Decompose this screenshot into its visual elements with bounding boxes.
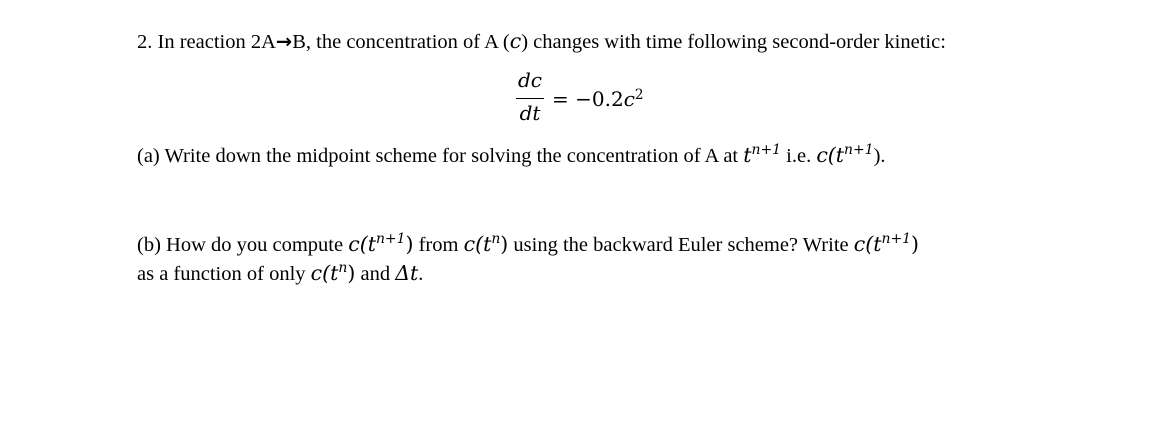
fraction-denominator: dt [519,101,541,125]
part-a-text-2: i.e. [781,145,817,167]
part-b-m3-close: ) [911,232,920,256]
part-b-m2-base: c(t [463,232,492,256]
fraction-numerator: dc [517,68,542,92]
equation-exponent: 2 [634,86,644,103]
part-b-m3-sup: n+1 [881,231,912,248]
part-b-text-1: (b) How do you compute [137,234,349,256]
part-a-question [137,143,886,168]
part-b-m1-sup: n+1 [375,231,406,248]
part-b-question-line-1 [137,232,919,257]
part-b-line2-m1-sup: n [338,260,348,277]
derivative-fraction [514,68,546,128]
problem-number: 2. [137,31,153,53]
part-a-sup-2: n+1 [844,142,874,159]
part-b-line2-text-2: and [355,263,396,285]
part-b-m1-close: ) [405,232,414,256]
part-a-text-1: (a) Write down the midpoint scheme for solving the concentration of A at [137,145,744,167]
intro-text-1: In reaction 2A [157,31,276,53]
intro-text-2: B, the concentration of A ( [292,31,510,53]
reaction-arrow-icon: → [275,30,293,53]
part-b-line2-text-1: as a function of only [137,263,311,285]
rate-equation [514,68,694,128]
part-b-m2-close: ) [500,232,509,256]
part-a-t: t [743,143,752,167]
intro-variable-c: c [509,29,522,53]
part-a-sup-1: n+1 [751,142,782,159]
part-b-line2-delta: Δt [395,261,419,285]
problem-statement [137,29,946,54]
part-a-close: ). [873,145,886,167]
part-b-line2-m1-base: c(t [310,261,339,285]
fraction-bar [516,98,544,99]
part-b-text-2: from [413,234,464,256]
part-b-line2-end: . [418,263,424,285]
equation-rhs [552,87,644,111]
part-b-m1-base: c(t [348,232,376,256]
part-b-m3-base: c(t [853,232,882,256]
part-b-text-3: using the backward Euler scheme? Write [508,234,854,256]
equation-equals-coefficient: = −0.2 [552,87,624,111]
intro-text-3: ) changes with time following second-order kinetic: [521,31,946,53]
part-a-c-open: c(t [816,143,845,167]
part-b-line2-m1-close: ) [347,261,356,285]
part-b-m2-sup: n [491,231,501,248]
part-b-question-line-2 [137,261,423,286]
equation-variable: c [623,87,635,111]
